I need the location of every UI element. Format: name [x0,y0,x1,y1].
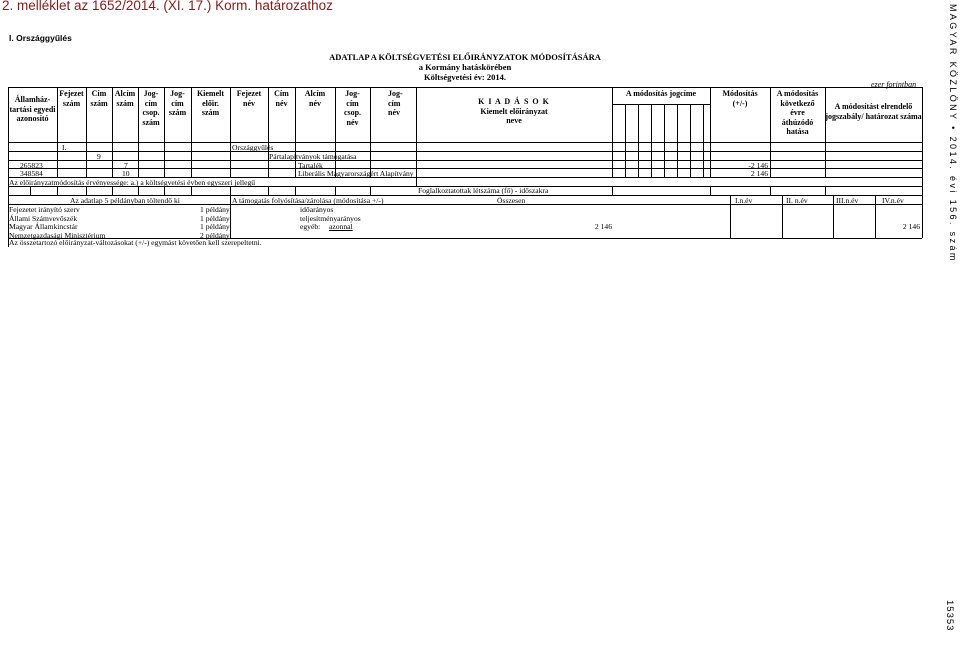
schedule-type-performance: teljesítményarányos [300,214,361,223]
footer-note: Az összetartozó előirányzat-változásokat (+/-) egymást követően kell szerepeltetni. [9,238,262,247]
fiscal-year: Költségvetési év: 2014. [424,72,506,82]
col-header-azonosito: Államház- tartási egyedi azonosító [9,95,56,123]
schedule-other-label: egyéb: [300,222,321,231]
schedule-type-time: időarányos [300,205,334,214]
schedule-total-value: 2 146 [594,222,612,231]
col-header-jogcim-csop-szam: Jog- cím csop. szám [142,89,160,127]
row1-id: 265823 [20,161,43,170]
validity-note: Az előirányzatmódosítás érvényessége: a.) a költségvetési évben egyszeri jellegű [9,178,256,187]
col-header-modositas: Módosítás (+/-) [722,89,758,108]
schedule-q4-value: 2 146 [902,222,920,231]
title-name: Pártalapítványok támogatása [269,152,357,161]
row2-id: 348584 [20,169,43,178]
col-header-kovetkezo-ev: A módosítás következő évre áthúzódó hatása [776,89,819,136]
quarter-1: I.n.év [735,196,753,205]
schedule-header: A támogatás folyósítása/zárolása (módosítása +/-) [232,196,384,205]
row2-alcim: 10 [122,169,130,178]
section-title: I. Országgyűlés [9,33,72,43]
recipient-count: 2 példány [200,231,230,240]
distribution-header: Az adatlap 5 példányban töltendő ki [70,196,180,205]
chapter-name: Országgyűlés [232,143,274,152]
chapter-number: I. [62,143,67,152]
col-header-cim-nev: Cím név [274,89,289,108]
quarter-2: II. n.év [786,196,808,205]
document-header [300,52,630,82]
schedule-total-label: Összesen [497,196,526,205]
row1-alcim: 7 [124,161,128,170]
recipient-name: Magyar Államkincstár [9,222,78,231]
recipient-name: Állami Számvevőszék [9,214,78,223]
col-header-jogszabaly: A módosítást elrendelő jogszabály/ határozat száma [825,102,922,121]
unit-label: ezer forintban [871,80,917,89]
page-number: 15353 [944,600,955,632]
row2-name: Liberális Magyarországért Alapítvány [298,169,414,178]
recipient-count: 1 példány [200,214,230,223]
col-header-jogcim-csop-nev: Jog- cím csop. név [343,89,362,127]
document-title: ADATLAP A KÖLTSÉGVETÉSI ELŐIRÁNYZATOK MÓDOSÍTÁSÁRA [329,52,601,62]
page-title: 2. melléklet az 1652/2014. (XI. 17.) Korm. határozathoz [2,0,333,13]
col-header-kiemelt-szam: Kiemelt előir. szám [196,89,225,117]
col-header-kiadasok: K I A D Á S O K Kiemelt előirányzat neve [478,97,550,125]
recipient-count: 1 példány [200,205,230,214]
staff-label: Foglalkoztatottak létszáma (fő) - időszakra [418,186,549,195]
col-header-fejezet-nev: Fejezet név [236,89,262,108]
schedule-other-value: azonnal [329,222,353,231]
col-header-alcim-nev: Alcím név [304,89,326,108]
recipient-count: 1 példány [200,222,230,231]
row1-name: Tartalék [298,161,323,170]
recipient-name: Nemzetgazdasági Minisztérium [9,231,106,240]
quarter-3: III.n.év [836,196,859,205]
col-header-jogcime: A módosítás jogcíme [625,89,697,98]
row1-value: -2 146 [748,161,768,170]
col-header-alcim-szam: Alcím szám [114,89,136,108]
journal-sidebar [940,0,960,645]
col-header-jogcim-szam: Jog- cím szám [168,89,187,117]
journal-name: MAGYAR KÖZLÖNY • 2014. évi 156. szám [948,4,958,263]
title-number: 9 [97,152,101,161]
quarter-4: IV.n.év [882,196,904,205]
col-header-fejezet-szam: Fejezet szám [59,89,84,108]
col-header-jogcim-nev: Jog- cím név [388,89,403,117]
recipient-name: Fejezetet irányító szerv [9,205,80,214]
row2-value: 2 146 [750,169,768,178]
document-subtitle: a Kormány hatáskörében [418,62,512,72]
col-header-cim-szam: Cím szám [90,89,108,108]
